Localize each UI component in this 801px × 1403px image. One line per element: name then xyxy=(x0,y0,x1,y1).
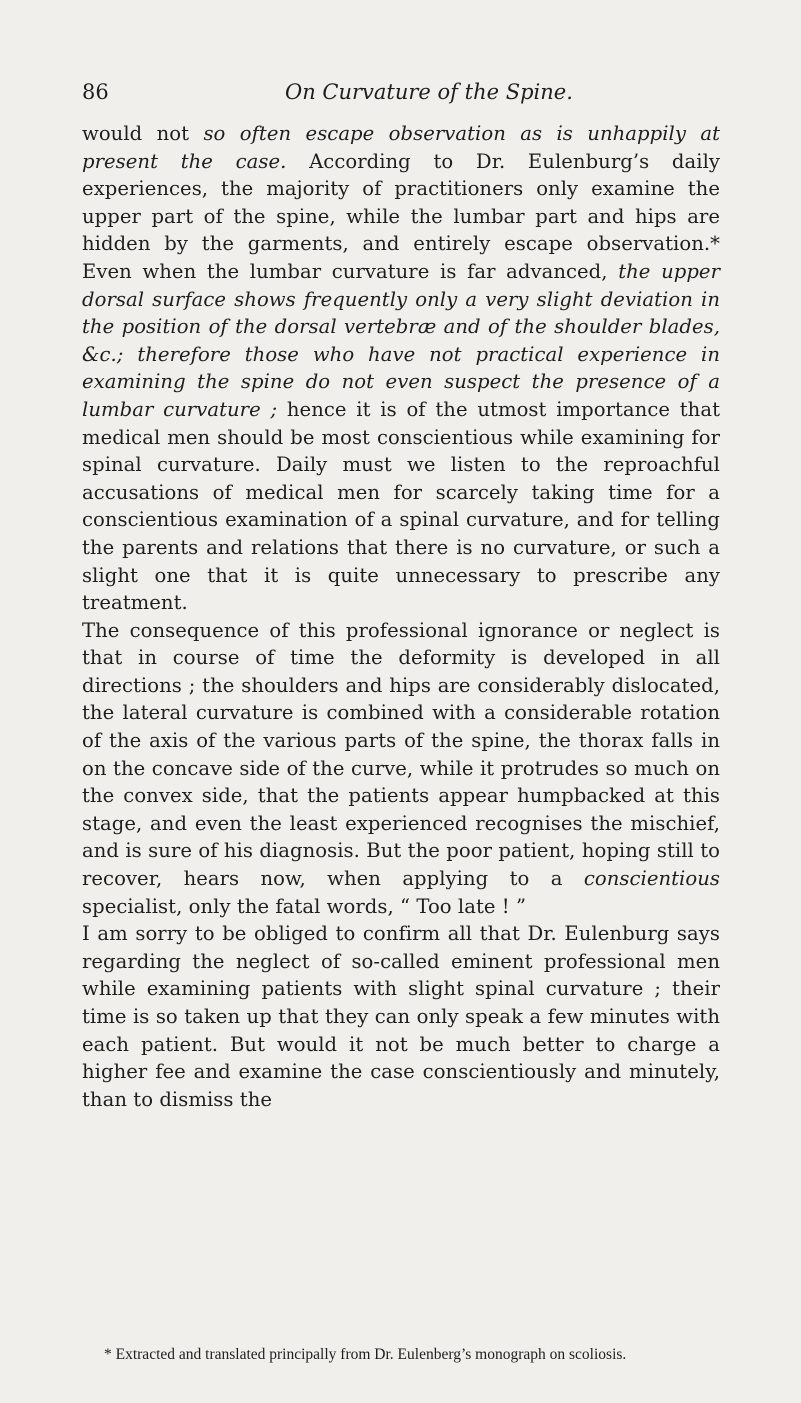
body-text xyxy=(82,120,720,1113)
page-header xyxy=(82,80,722,114)
text-run: I am sorry to be obliged to confirm all that Dr. Eulenburg says regarding the neglect of so-called eminent professional men while examining patients with slight spinal curvature ; their time is so taken up that they can only speak a few minutes with each patient. But would it not be much better to charge a higher fee and examine the case conscientiously and minutely, than to dismiss the xyxy=(82,922,720,1111)
page-number: 86 xyxy=(82,80,109,104)
paragraph xyxy=(82,617,720,921)
text-run: specialist, only the fatal words, “ Too late ! ” xyxy=(82,894,527,918)
paragraph xyxy=(82,920,720,1113)
running-title: On Curvature of the Spine. xyxy=(285,80,573,104)
text-run: According to Dr. Eulenburg’s daily experiences, the majority of practitioners only examine the upper part of the spine, while the lumbar part and hips are hidden by the garments, and entirely escape observation.* Even when the lumbar curvature is far advanced, xyxy=(82,149,720,283)
footnote: * Extracted and translated principally from Dr. Eulenberg’s monograph on scoliosis. xyxy=(104,1346,627,1363)
italic-text-run: so often escape observation as is unhappily at present the case. xyxy=(82,122,720,173)
italic-text-run: the upper dorsal surface shows frequently only a very slight deviation in the position of the dorsal vertebræ and of the shoulder blades, &c.; therefore those who have not practical experience in examining the spine do not even suspect the presence of a lumbar curvature ; xyxy=(82,259,720,421)
italic-text-run: conscientious xyxy=(583,867,720,891)
text-run: The consequence of this professional ignorance or neglect is that in course of time the deformity is developed in all directions ; the shoulders and hips are considerably dislocated, the lateral curvature is combined with a considerable rotation of the axis of the various parts of the spine, the thorax falls in on the concave side of the curve, while it protrudes so much on the convex side, that the patients appear humpbacked at this stage, and even the least experienced recognises the mischief, and is sure of his diagnosis. But the poor patient, hoping still to recover, hears now, when applying to a xyxy=(82,618,720,891)
text-run: would not xyxy=(82,122,204,145)
paragraph xyxy=(82,120,720,617)
text-run: hence it is of the utmost importance that medical men should be most conscientious while examining for spinal curvature. Daily must we listen to the reproachful accusations of medical men for scarcely taking time for a conscientious examination of a spinal curvature, and for telling the parents and relations that there is no curvature, or such a slight one that it is quite unnecessary to prescribe any treatment. xyxy=(82,397,720,615)
